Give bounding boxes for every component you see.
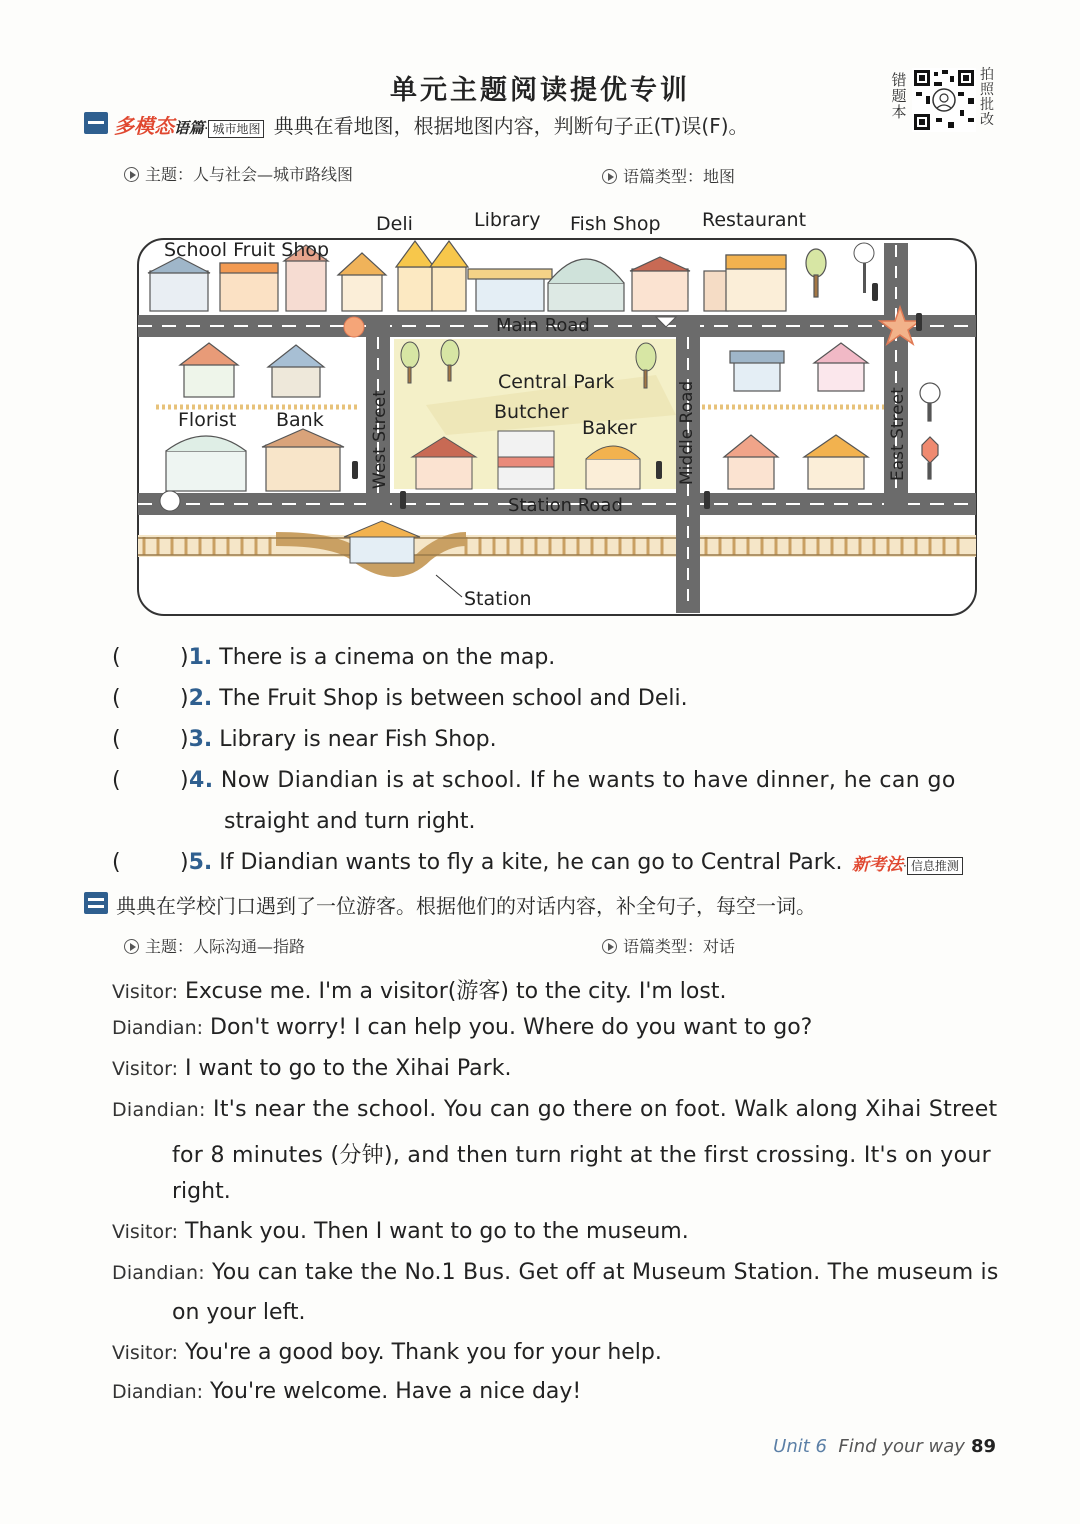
map-label-butcher: Butcher	[494, 401, 569, 423]
section-2-number	[84, 892, 108, 914]
question-number: 5.	[188, 850, 213, 875]
tag-city-map: 城市地图	[208, 120, 264, 138]
map-label-baker: Baker	[582, 417, 637, 439]
play-icon	[124, 939, 139, 954]
section-1-genre	[602, 164, 735, 187]
section-2-instruction: 典典在学校门口遇到了一位游客。根据他们的对话内容，补全句子，每空一词。	[116, 894, 816, 918]
dialogue-line-3	[112, 1056, 511, 1081]
dialogue-text: I want to go to the Xihai Park.	[185, 1056, 512, 1081]
dialogue-text: It's near the school. You can go there on foot. Walk along Xihai Street	[213, 1097, 998, 1122]
city-map	[136, 205, 978, 617]
play-icon	[602, 939, 617, 954]
dialogue-line-2	[112, 1015, 812, 1040]
map-label-florist: Florist	[178, 409, 237, 431]
question-4: )4. Now Diandian is at school. If he wants to have dinner, he can go	[180, 768, 956, 793]
speaker-label: Visitor:	[112, 981, 178, 1003]
answer-blank-3[interactable]: (	[112, 727, 121, 752]
info-inference-box: 信息推测	[907, 857, 963, 875]
question-text: There is a cinema on the map.	[219, 645, 556, 670]
theme-text: 主题：人际沟通—指路	[145, 937, 306, 956]
question-3: )3. Library is near Fish Shop.	[180, 727, 497, 752]
tag-discourse: 语篇	[174, 119, 205, 137]
map-label-fish-shop: Fish Shop	[570, 213, 661, 235]
dialogue-line-5	[112, 1219, 689, 1244]
dialogue-text: Excuse me. I'm a visitor(游客) to the city. I'm lost.	[185, 979, 727, 1004]
question-1: )1. There is a cinema on the map.	[180, 645, 556, 670]
play-icon	[602, 169, 617, 184]
page-title: 单元主题阅读提优专训	[390, 75, 690, 106]
page-footer	[773, 1436, 996, 1457]
speaker-label: Diandian:	[112, 1017, 204, 1039]
map-label-restaurant: Restaurant	[702, 209, 807, 231]
dialogue-line-4	[112, 1097, 997, 1122]
question-text: Now Diandian is at school. If he wants to have dinner, he can go	[220, 768, 956, 793]
dialogue-text: Thank you. Then I want to go to the museum.	[185, 1219, 689, 1244]
question-text: If Diandian wants to fly a kite, he can go to Central Park.	[219, 850, 843, 875]
qr-code-icon	[912, 68, 976, 132]
footer-unit: Unit 6	[773, 1436, 827, 1457]
map-label-main-road: Main Road	[496, 315, 590, 336]
map-label-west-street: West Street	[370, 390, 390, 489]
dialogue-line-6b: on your left.	[172, 1300, 306, 1325]
map-label-deli: Deli	[376, 213, 413, 235]
dialogue-text: You're a good boy. Thank you for your help.	[185, 1340, 662, 1365]
answer-blank-1[interactable]: (	[112, 645, 121, 670]
dialogue-text: You're welcome. Have a nice day!	[210, 1379, 582, 1404]
speaker-label: Visitor:	[112, 1058, 178, 1080]
dialogue-line-4b: for 8 minutes (分钟), and then turn right at the first crossing. It's on your	[172, 1143, 991, 1168]
qr-left-label: 错题本	[891, 71, 907, 121]
dialogue-text: You can take the No.1 Bus. Get off at Museum Station. The museum is	[212, 1260, 999, 1285]
speaker-label: Visitor:	[112, 1342, 178, 1364]
play-icon	[124, 167, 139, 182]
section-1-instruction: 典典在看地图，根据地图内容，判断句子正(T)误(F)。	[273, 114, 749, 138]
dialogue-line-7	[112, 1340, 662, 1365]
footer-title: Find your way	[838, 1436, 965, 1457]
map-label-library: Library	[474, 209, 541, 231]
question-5: )5. If Diandian wants to fly a kite, he can go to Central Park.	[180, 850, 843, 875]
speaker-label: Diandian:	[112, 1381, 204, 1403]
question-text: The Fruit Shop is between school and Deli.	[219, 686, 688, 711]
qr-right-label: 拍照批改	[980, 67, 994, 128]
tag-multimodal: 多模态	[114, 114, 174, 138]
question-number: 1.	[188, 645, 213, 670]
section-2-genre	[602, 934, 735, 957]
map-label-station: Station	[464, 588, 532, 610]
section-2-theme	[124, 934, 305, 957]
dialogue-line-8	[112, 1379, 581, 1404]
theme-text: 主题：人与社会—城市路线图	[145, 165, 354, 184]
map-label-middle-road: Middle Road	[677, 380, 697, 485]
genre-text: 语篇类型：对话	[623, 937, 736, 956]
question-number: 2.	[188, 686, 213, 711]
question-2: )2. The Fruit Shop is between school and Deli.	[180, 686, 688, 711]
new-method-label: 新考法	[852, 855, 903, 875]
section-1-number	[84, 112, 108, 134]
answer-blank-4[interactable]: (	[112, 768, 121, 793]
genre-text: 语篇类型：地图	[623, 167, 736, 186]
speaker-label: Diandian:	[112, 1262, 205, 1284]
map-label-central-park: Central Park	[498, 371, 615, 393]
qr-code-block[interactable]	[888, 66, 1006, 136]
new-method-tag: 新考法· 信息推测	[852, 850, 963, 875]
dialogue-text: Don't worry! I can help you. Where do you want to go?	[210, 1015, 813, 1040]
dialogue-line-6	[112, 1260, 999, 1285]
map-label-station-road: Station Road	[508, 495, 623, 516]
question-text: Library is near Fish Shop.	[219, 727, 497, 752]
question-number: 4.	[188, 768, 214, 793]
map-label-bank: Bank	[276, 409, 324, 431]
page-number: 89	[970, 1436, 996, 1457]
section-1-theme	[124, 162, 353, 185]
question-4-continued: straight and turn right.	[224, 809, 476, 834]
speaker-label: Visitor:	[112, 1221, 178, 1243]
question-number: 3.	[188, 727, 213, 752]
answer-blank-2[interactable]: (	[112, 686, 121, 711]
section-1-header: 多模态语篇· 城市地图 典典在看地图，根据地图内容，判断句子正(T)误(F)。	[114, 114, 749, 138]
dialogue-line-1	[112, 974, 726, 1005]
map-label-school-fruit-shop: School Fruit Shop	[164, 239, 330, 261]
dialogue-line-4c: right.	[172, 1179, 231, 1204]
map-label-east-street: East Street	[888, 387, 908, 481]
speaker-label: Diandian:	[112, 1099, 206, 1121]
answer-blank-5[interactable]: (	[112, 850, 121, 875]
